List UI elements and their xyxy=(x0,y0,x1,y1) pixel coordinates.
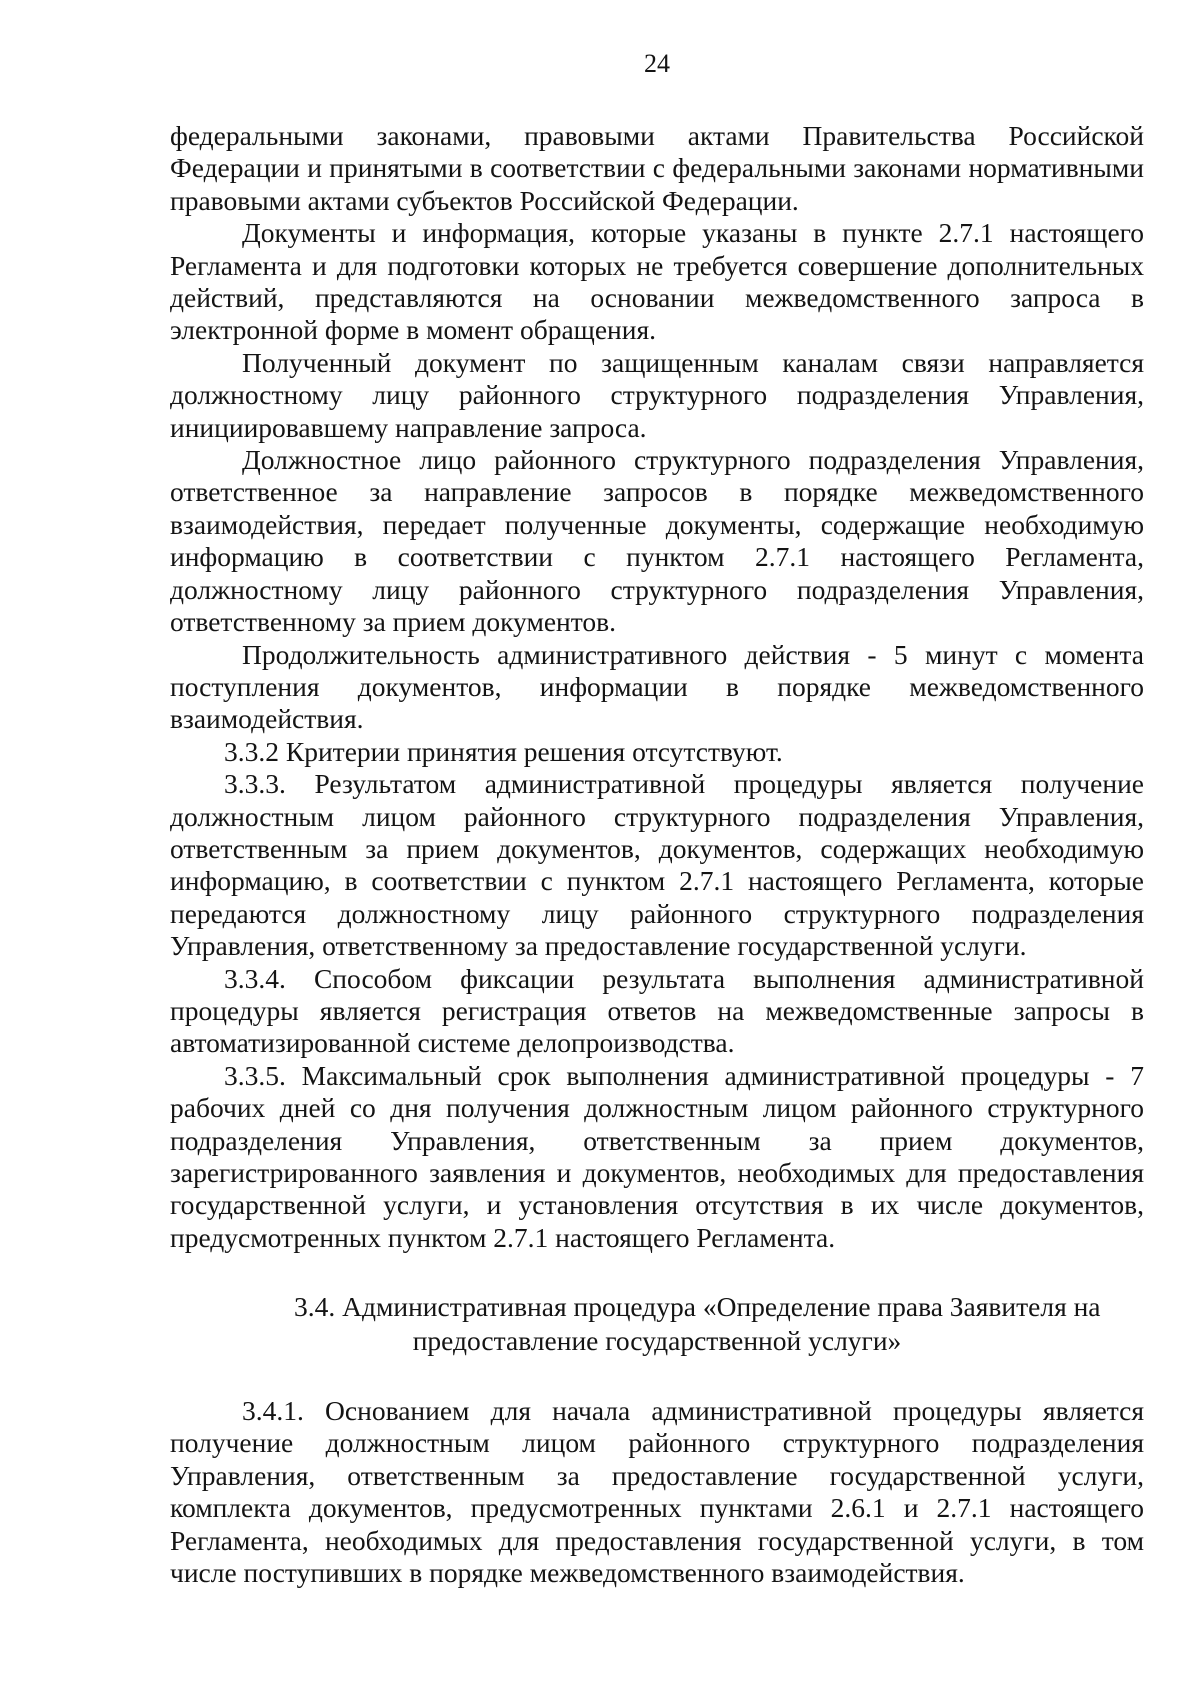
paragraph-3-4-1: 3.4.1. Основанием для начала административной процедуры является получение должностным лицом районного структурного подразделения Управления, ответственным за предоставление государственной услуги, комплекта документов, предусмотренных пунктами 2.6.1 и 2.7.1 настоящего Регламента, необходимых для предоставления государственной услуги, в том числе поступивших в порядке межведомственного взаимодействия. xyxy=(170,1395,1144,1589)
paragraph-3-3-3: 3.3.3. Результатом административной процедуры является получение должностным лицом районного структурного подразделения Управления, ответственным за прием документов, документов, содержащих необходимую информацию, в соответствии с пунктом 2.7.1 настоящего Регламента, которые передаются должностному лицу районного структурного подразделения Управления, ответственному за предоставление государственной услуги. xyxy=(170,768,1144,962)
paragraph-received-document: Полученный документ по защищенным каналам связи направляется должностному лицу районного структурного подразделения Управления, инициировавшему направление запроса. xyxy=(170,346,1144,443)
paragraph-3-3-4: 3.3.4. Способом фиксации результата выполнения административной процедуры является регистрация ответов на межведомственные запросы в автоматизированной системе делопроизводства. xyxy=(170,962,1144,1059)
page-number: 24 xyxy=(644,49,670,78)
paragraph-duration: Продолжительность административного действия - 5 минут с момента поступления документов, информации в порядке межведомственного взаимодействия. xyxy=(170,638,1144,735)
paragraph-3-3-2: 3.3.2 Критерии принятия решения отсутствуют. xyxy=(224,735,783,767)
paragraph-continuation: федеральными законами, правовыми актами Правительства Российской Федерации и принятыми в соответствии с федеральными законами нормативными правовыми актами субъектов Российской Федерации. xyxy=(170,120,1144,216)
section-body-text xyxy=(170,1395,1144,1589)
paragraph-official-transfer: Должностное лицо районного структурного подразделения Управления, ответственное за направление запросов в порядке межведомственного взаимодействия, передает полученные документы, содержащие необходимую информацию в соответствии с пунктом 2.7.1 настоящего Регламента, должностному лицу районного структурного подразделения Управления, ответственному за прием документов. xyxy=(170,444,1144,638)
body-text xyxy=(170,120,1144,1254)
paragraph-documents-info: Документы и информация, которые указаны в пункте 2.7.1 настоящего Регламента и для подготовки которых не требуется совершение дополнительных действий, представляются на основании межведомственного запроса в электронной форме в момент обращения. xyxy=(170,217,1144,346)
section-heading-line-1: 3.4. Административная процедура «Определение права Заявителя на xyxy=(294,1291,1101,1322)
section-heading-line-2: предоставление государственной услуги» xyxy=(412,1325,902,1356)
section-heading-3-4 xyxy=(170,1290,1144,1358)
paragraph-3-3-5: 3.3.5. Максимальный срок выполнения административной процедуры - 7 рабочих дней со дня получения должностным лицом районного структурного подразделения Управления, ответственным за прием документов, зарегистрированного заявления и документов, необходимых для предоставления государственной услуги, и установления отсутствия в их числе документов, предусмотренных пунктом 2.7.1 настоящего Регламента. xyxy=(170,1059,1144,1253)
